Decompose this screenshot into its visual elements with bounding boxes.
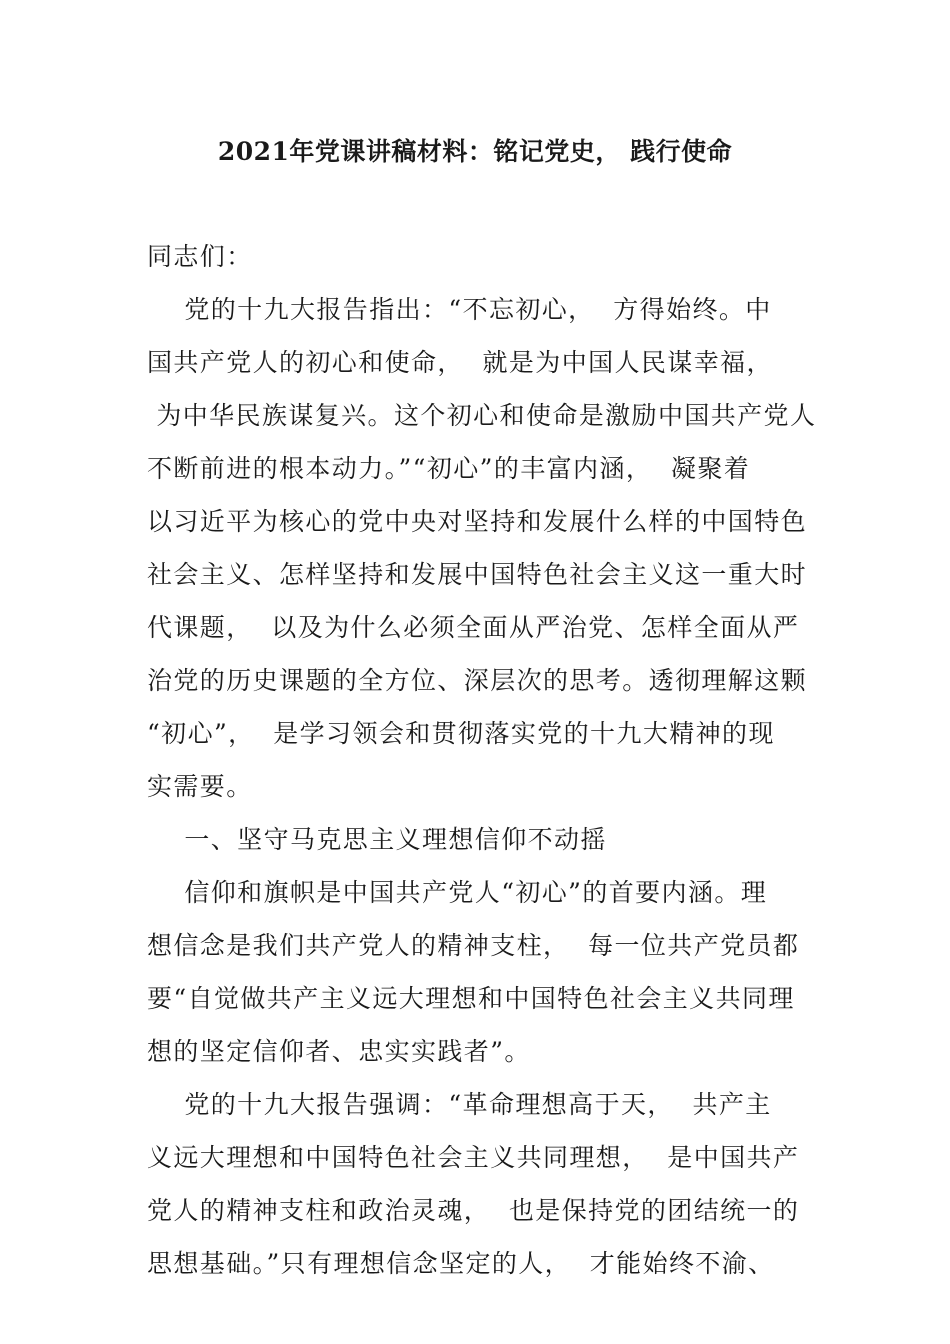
text-line: 同志们： xyxy=(147,242,253,271)
text-line: 义远大理想和中国特色社会主义共同理想， 是中国共产 xyxy=(147,1143,800,1172)
text-line: 为中华民族谋复兴。这个初心和使命是激励中国共产党人 xyxy=(147,401,817,430)
text-line: 党人的精神支柱和政治灵魂， 也是保持党的团结统一的 xyxy=(147,1196,800,1225)
text-line: 代课题， 以及为什么必须全面从严治党、怎样全面从严 xyxy=(147,613,800,642)
text-line: 社会主义、怎样坚持和发展中国特色社会主义这一重大时 xyxy=(147,560,808,589)
text-line: “初心”， 是学习领会和贯彻落实党的十九大精神的现 xyxy=(147,719,775,748)
text-line: 要“自觉做共产主义远大理想和中国特色社会主义共同理 xyxy=(147,984,795,1013)
text-line: 以习近平为核心的党中央对坚持和发展什么样的中国特色 xyxy=(147,507,808,536)
text-line: 治党的历史课题的全方位、深层次的思考。透彻理解这颗 xyxy=(147,666,808,695)
text-line: 党的十九大报告指出：“不忘初心， 方得始终。中 xyxy=(147,295,772,324)
text-line: 实需要。 xyxy=(147,772,253,801)
text-line: 国共产党人的初心和使命， 就是为中国人民谋幸福， xyxy=(147,348,773,377)
text-line: 想信念是我们共产党人的精神支柱， 每一位共产党员都 xyxy=(147,931,800,960)
text-line: 思想基础。”只有理想信念坚定的人， 才能始终不渝、 xyxy=(147,1249,775,1278)
text-line: 不断前进的根本动力。”“初心”的丰富内涵， 凝聚着 xyxy=(147,454,751,483)
text-line: 信仰和旗帜是中国共产党人“初心”的首要内涵。理 xyxy=(147,878,768,907)
section-heading: 一、坚守马克思主义理想信仰不动摇 xyxy=(147,825,607,854)
text-line: 党的十九大报告强调：“革命理想高于天， 共产主 xyxy=(147,1090,772,1119)
text-line: 想的坚定信仰者、忠实实践者”。 xyxy=(147,1037,531,1066)
document-title: 2021年党课讲稿材料：铭记党史， 践行使命 xyxy=(217,137,733,166)
